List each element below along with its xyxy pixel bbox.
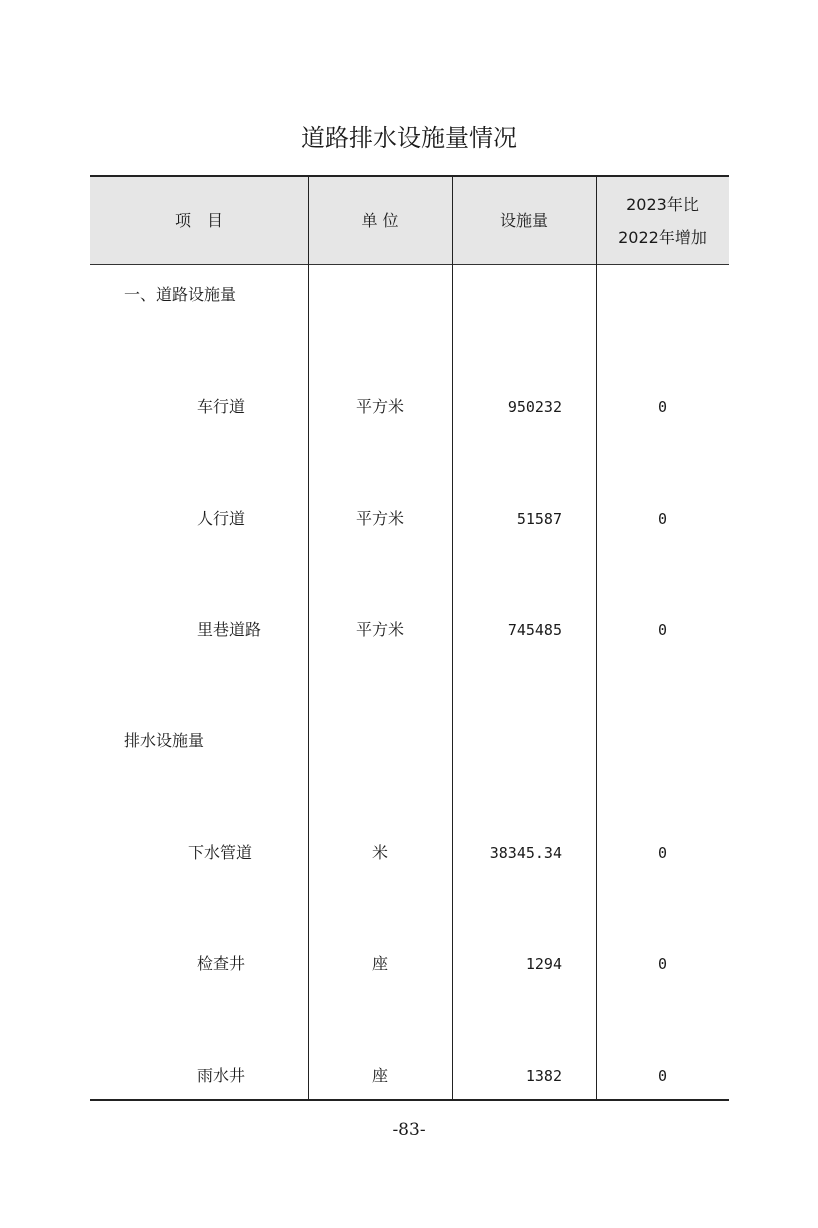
table-row xyxy=(90,1064,729,1088)
cell-change: 0 xyxy=(657,1067,668,1085)
cell-item: 雨水井 xyxy=(197,1066,246,1085)
header-unit: 单 位 xyxy=(361,211,399,230)
table-row xyxy=(90,841,729,865)
table-row xyxy=(90,952,729,976)
header-change: 2023年比 2022年增加 xyxy=(618,194,707,247)
header-item: 项 目 xyxy=(174,211,223,230)
cell-quantity: 1294 xyxy=(525,955,562,973)
page-number: -83- xyxy=(392,1120,426,1140)
cell-unit: 平方米 xyxy=(355,397,404,416)
cell-change: 0 xyxy=(657,398,668,416)
table-row xyxy=(90,507,729,531)
table-row xyxy=(90,283,729,307)
cell-change: 0 xyxy=(657,844,668,862)
cell-item: 检查井 xyxy=(197,954,246,973)
header-quantity: 设施量 xyxy=(499,211,548,230)
cell-quantity: 745485 xyxy=(507,621,562,639)
cell-unit: 平方米 xyxy=(355,620,404,639)
cell-item: 一、道路设施量 xyxy=(124,285,237,304)
cell-quantity: 1382 xyxy=(525,1067,562,1085)
cell-unit: 平方米 xyxy=(355,509,404,528)
cell-quantity: 51587 xyxy=(516,510,562,528)
table-row xyxy=(90,618,729,642)
cell-quantity: 38345.34 xyxy=(489,844,562,862)
facilities-table xyxy=(90,175,729,1101)
cell-unit: 座 xyxy=(371,1066,388,1085)
cell-item: 人行道 xyxy=(197,509,246,528)
cell-change: 0 xyxy=(657,510,668,528)
table-row xyxy=(90,395,729,419)
table-header xyxy=(90,177,729,265)
cell-unit: 座 xyxy=(371,954,388,973)
cell-unit: 米 xyxy=(371,843,388,862)
cell-item: 下水管道 xyxy=(188,843,253,862)
table-row xyxy=(90,729,729,753)
cell-change: 0 xyxy=(657,621,668,639)
cell-item: 里巷道路 xyxy=(197,620,262,639)
cell-item: 车行道 xyxy=(197,397,246,416)
cell-change: 0 xyxy=(657,955,668,973)
cell-item: 排水设施量 xyxy=(124,731,205,750)
page-title: 道路排水设施量情况 xyxy=(301,124,517,152)
cell-quantity: 950232 xyxy=(507,398,562,416)
